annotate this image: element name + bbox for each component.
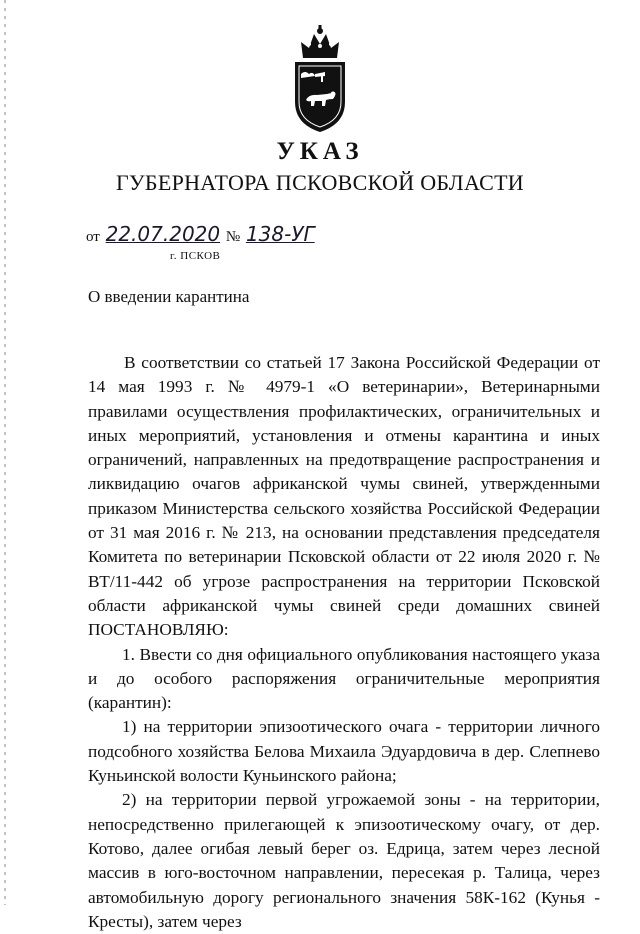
document-subtitle: ГУБЕРНАТОРА ПСКОВСКОЙ ОБЛАСТИ (116, 170, 524, 195)
paragraph-subitem-2: 2) на территории первой угрожаемой зоны - на территории, непосредственно прилегающей к эпизоотическому очагу, от дер. Котово, далее огибая левый берег оз. Едрица, затем через лесной массив в юго-восточном направлении, пересекая р. Талица, через автомобильную дорогу регионального значения 58К-162 (Кунья - Кресты), затем через (88, 790, 600, 931)
date-value: 22.07.2020 (105, 222, 221, 246)
paragraph-preamble: В соответствии со статьей 17 Закона Российской Федерации от 14 мая 1993 г. № 4979-1 «О ветеринарии», Ветеринарными правилами осуществления профилактических, ограничительных и иных мероприятий, установления и отмены карантина и иных ограничений, направленных на предотвращение распространения и ликвидацию очагов африканской чумы свиней, утвержденными приказом Министерства сельского хозяйства Российской Федерации от 31 мая 2016 г. № 213, на основании представления председателя Комитета по ветеринарии Псковской области от 22 июля 2020 г. № ВТ/11-442 об угрозе распространения на территории Псковской области африканской чумы свиней среди домашних свиней ПОСТАНОВЛЯЮ: (88, 353, 600, 640)
document-title: УКАЗ (276, 138, 364, 165)
paragraph-subitem-1: 1) на территории эпизоотического очага - территории личного подсобного хозяйства Белова Михаила Эдуардовича в дер. Слепнево Куньинской волости Куньинского района; (88, 717, 600, 786)
number-value: 138-УГ (245, 222, 315, 246)
date-prefix: от (86, 229, 100, 245)
document-subject: О введении карантина (88, 287, 250, 306)
paragraph-item-1: 1. Ввести со дня официального опубликования настоящего указа и до особого распоряжения ограничительные мероприятия (карантин): (88, 644, 600, 713)
number-prefix: № (225, 229, 241, 245)
document-body (88, 351, 600, 934)
date-number-line (86, 222, 317, 246)
pskov-coat-of-arms-icon (289, 24, 351, 134)
scan-edge-artifact (4, 0, 6, 905)
city-label: г. ПСКОВ (170, 250, 221, 262)
